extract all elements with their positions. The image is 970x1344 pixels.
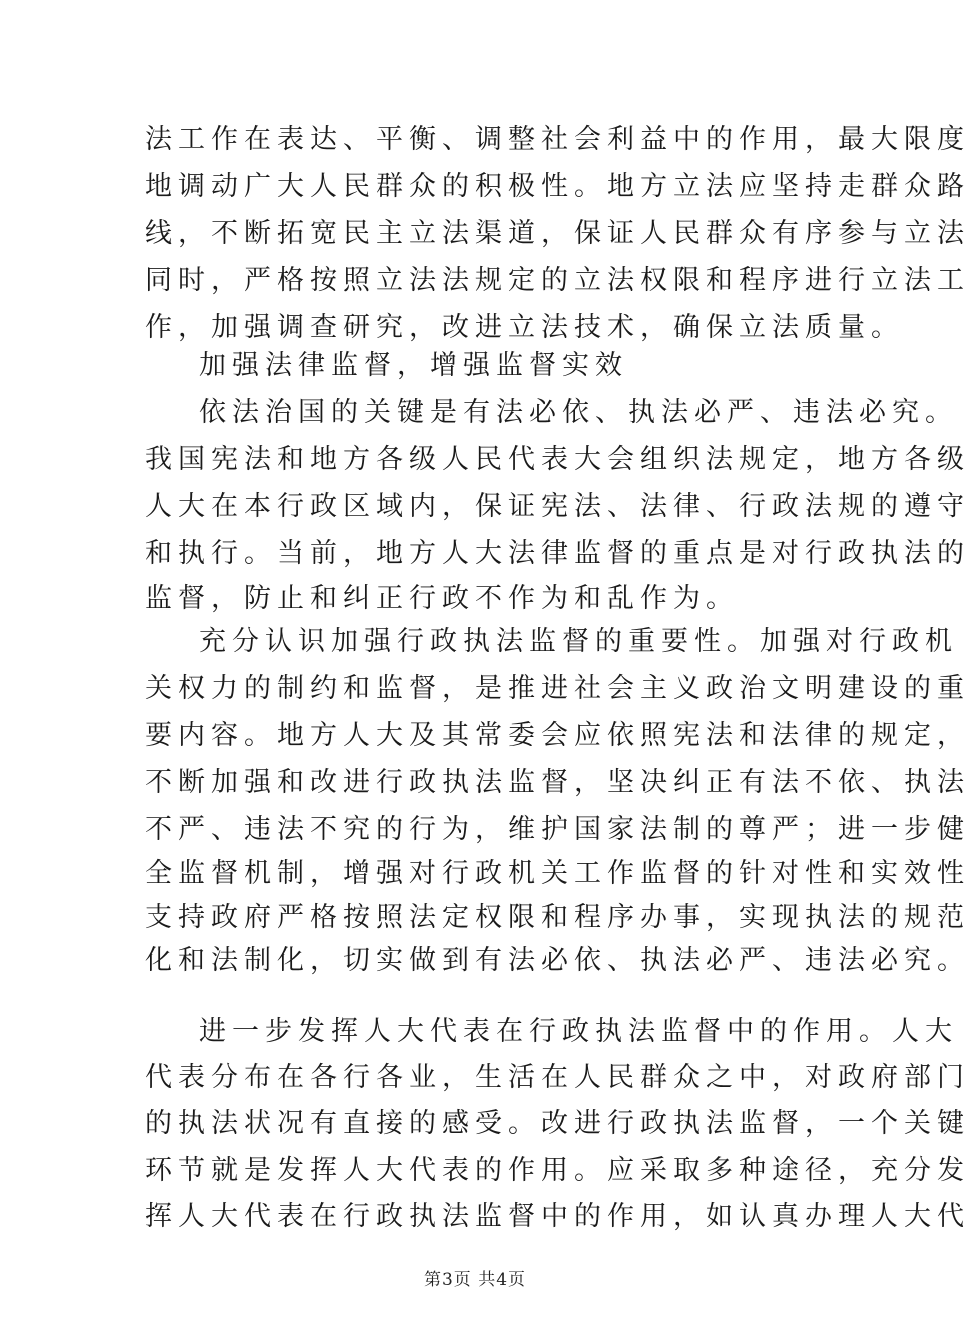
text-line: 代表分布在各行各业，生活在人民群众之中，对政府部门 (145, 1062, 970, 1093)
text-line: 监督，防止和纠正行政不作为和乱作为。 (145, 583, 739, 614)
text-line: 挥人大代表在行政执法监督中的作用，如认真办理人大代 (145, 1201, 970, 1232)
text-line: 进一步发挥人大代表在行政执法监督中的作用。人大 (199, 1016, 958, 1047)
text-line: 人大在本行政区域内，保证宪法、法律、行政法规的遵守 (145, 491, 970, 522)
text-line: 不断加强和改进行政执法监督，坚决纠正有法不依、执法 (145, 767, 970, 798)
text-line: 的执法状况有直接的感受。改进行政执法监督，一个关键 (145, 1108, 970, 1139)
text-line: 关权力的制约和监督，是推进社会主义政治文明建设的重 (145, 673, 970, 704)
text-line: 同时，严格按照立法法规定的立法权限和程序进行立法工 (145, 265, 970, 296)
text-line: 充分认识加强行政执法监督的重要性。加强对行政机 (199, 626, 958, 657)
text-line: 全监督机制，增强对行政机关工作监督的针对性和实效性 (145, 858, 970, 889)
text-line: 支持政府严格按照法定权限和程序办事，实现执法的规范 (145, 902, 970, 933)
text-line: 环节就是发挥人大代表的作用。应采取多种途径，充分发 (145, 1155, 970, 1186)
section-heading: 加强法律监督，增强监督实效 (199, 350, 628, 381)
text-line: 要内容。地方人大及其常委会应依照宪法和法律的规定， (145, 720, 970, 751)
text-line: 线，不断拓宽民主立法渠道，保证人民群众有序参与立法 (145, 218, 970, 249)
text-line: 不严、违法不究的行为，维护国家法制的尊严；进一步健 (145, 814, 970, 845)
page-number-footer: 第3页 共4页 (423, 1270, 527, 1290)
text-line: 和执行。当前，地方人大法律监督的重点是对行政执法的 (145, 538, 970, 569)
text-line: 依法治国的关键是有法必依、执法必严、违法必究。 (199, 397, 958, 428)
text-line: 法工作在表达、平衡、调整社会利益中的作用，最大限度 (145, 124, 970, 155)
text-line: 我国宪法和地方各级人民代表大会组织法规定，地方各级 (145, 444, 970, 475)
text-line: 化和法制化，切实做到有法必依、执法必严、违法必究。 (145, 945, 970, 976)
text-line: 地调动广大人民群众的积极性。地方立法应坚持走群众路 (145, 171, 970, 202)
text-line: 作，加强调查研究，改进立法技术，确保立法质量。 (145, 312, 904, 343)
